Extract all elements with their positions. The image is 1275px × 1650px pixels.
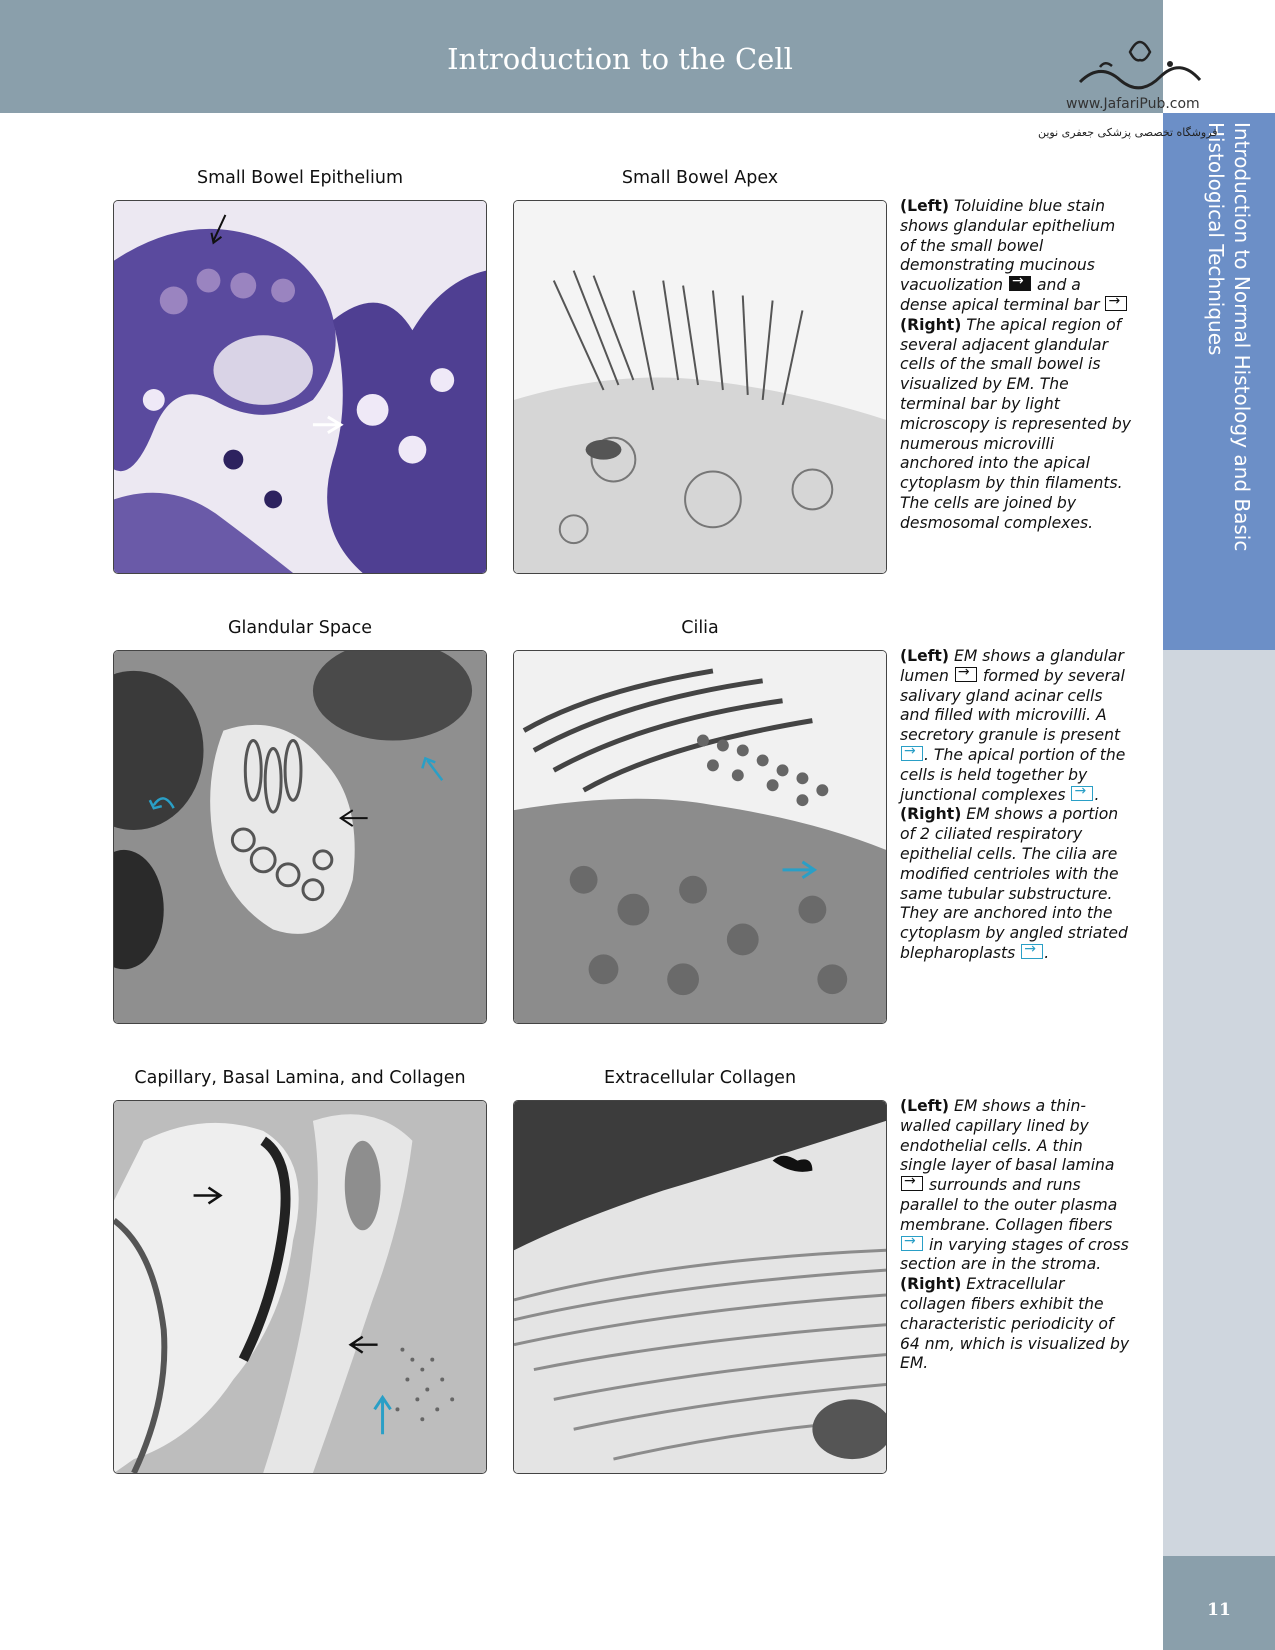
micrograph-glandular-space — [113, 650, 487, 1024]
micrograph-capillary-basal-lamina — [113, 1100, 487, 1474]
open-arrow-key-icon — [901, 1176, 923, 1191]
page-number: 11 — [1207, 1600, 1231, 1620]
caption-2-text-e: EM shows a portion of 2 ciliated respiratory epithelial cells. The cilia are modified centrioles with the same tubular substructure. They are anchored into the cytoplasm by angled striated blepharoplasts — [900, 805, 1128, 962]
caption-3-left-tag: (Left) — [900, 1097, 950, 1115]
caption-2-left-tag: (Left) — [900, 647, 950, 665]
blue-curved-arrow-key-icon — [901, 746, 923, 761]
figure-title-1: Small Bowel Epithelium — [197, 168, 403, 188]
caption-row-2 — [900, 647, 1132, 964]
caption-row-1 — [900, 197, 1132, 534]
figure-title-2: Small Bowel Apex — [621, 168, 779, 188]
caption-3-text-a: EM shows a thin-walled capillary lined by endothelial cells. A thin single layer of basal lamina — [900, 1097, 1115, 1175]
caption-1-right-tag: (Right) — [900, 315, 962, 334]
blue-arrow-key-icon — [901, 1236, 923, 1251]
caption-1-text-b: and a dense apical terminal bar — [900, 276, 1100, 314]
caption-2-text-f: . — [1044, 943, 1050, 962]
caption-2-text-c: . The apical portion of the cells is held together by junctional complexes — [900, 745, 1126, 804]
logo-url: www.JafariPub.com — [1066, 96, 1200, 112]
micrograph-small-bowel-apex — [513, 200, 887, 574]
caption-1-text-c: The apical region of several adjacent glandular cells of the small bowel is visualized by EM. The terminal bar by light microscopy is represented by numerous microvilli anchored into the apical cytoplasm by thin filaments. The cells are joined by desmosomal complexes. — [900, 315, 1131, 532]
page-title: Introduction to the Cell — [447, 42, 793, 76]
caption-3-right-tag: (Right) — [900, 1275, 962, 1294]
figure-title-3: Glandular Space — [227, 618, 373, 638]
open-arrow-key-icon — [955, 667, 977, 682]
micrograph-cilia — [513, 650, 887, 1024]
caption-2-text-d: . — [1094, 785, 1100, 804]
figure-title-6: Extracellular Collagen — [603, 1068, 797, 1088]
caption-2-text-a: EM shows a glandular lumen — [900, 647, 1124, 685]
caption-row-3 — [900, 1097, 1132, 1374]
caption-2-right-tag: (Right) — [900, 805, 962, 824]
chapter-tab-label: Introduction to Normal Histology and Basic Histological Techniques — [1204, 122, 1254, 552]
caption-1-text-a: Toluidine blue stain shows glandular epithelium of the small bowel demonstrating mucinous vacuolization — [900, 197, 1116, 295]
caption-1-left-tag: (Left) — [900, 197, 950, 215]
figure-title-4: Cilia — [681, 618, 719, 638]
blue-arrow-key-icon — [1021, 944, 1043, 959]
caption-3-text-b: surrounds and runs parallel to the outer plasma membrane. Collagen fibers — [900, 1176, 1118, 1234]
caption-3-text-d: Extracellular collagen fibers exhibit the characteristic periodicity of 64 nm, which is visualized by EM. — [900, 1275, 1130, 1373]
micrograph-extracellular-collagen — [513, 1100, 887, 1474]
micrograph-small-bowel-epithelium — [113, 200, 487, 574]
black-arrow-key-icon — [1009, 276, 1031, 291]
open-arrow-key-icon — [1105, 296, 1127, 311]
logo-subtitle: فروشگاه تخصصی پزشکی جعفری نوین — [1038, 126, 1218, 139]
caption-2-text-b: formed by several salivary gland acinar cells and filled with microvilli. A secretory granule is present — [900, 666, 1125, 745]
blue-open-arrow-key-icon — [1071, 786, 1093, 801]
caption-3-text-c: in varying stages of cross section are in the stroma. — [900, 1235, 1129, 1274]
figure-title-5: Capillary, Basal Lamina, and Collagen — [134, 1068, 466, 1088]
